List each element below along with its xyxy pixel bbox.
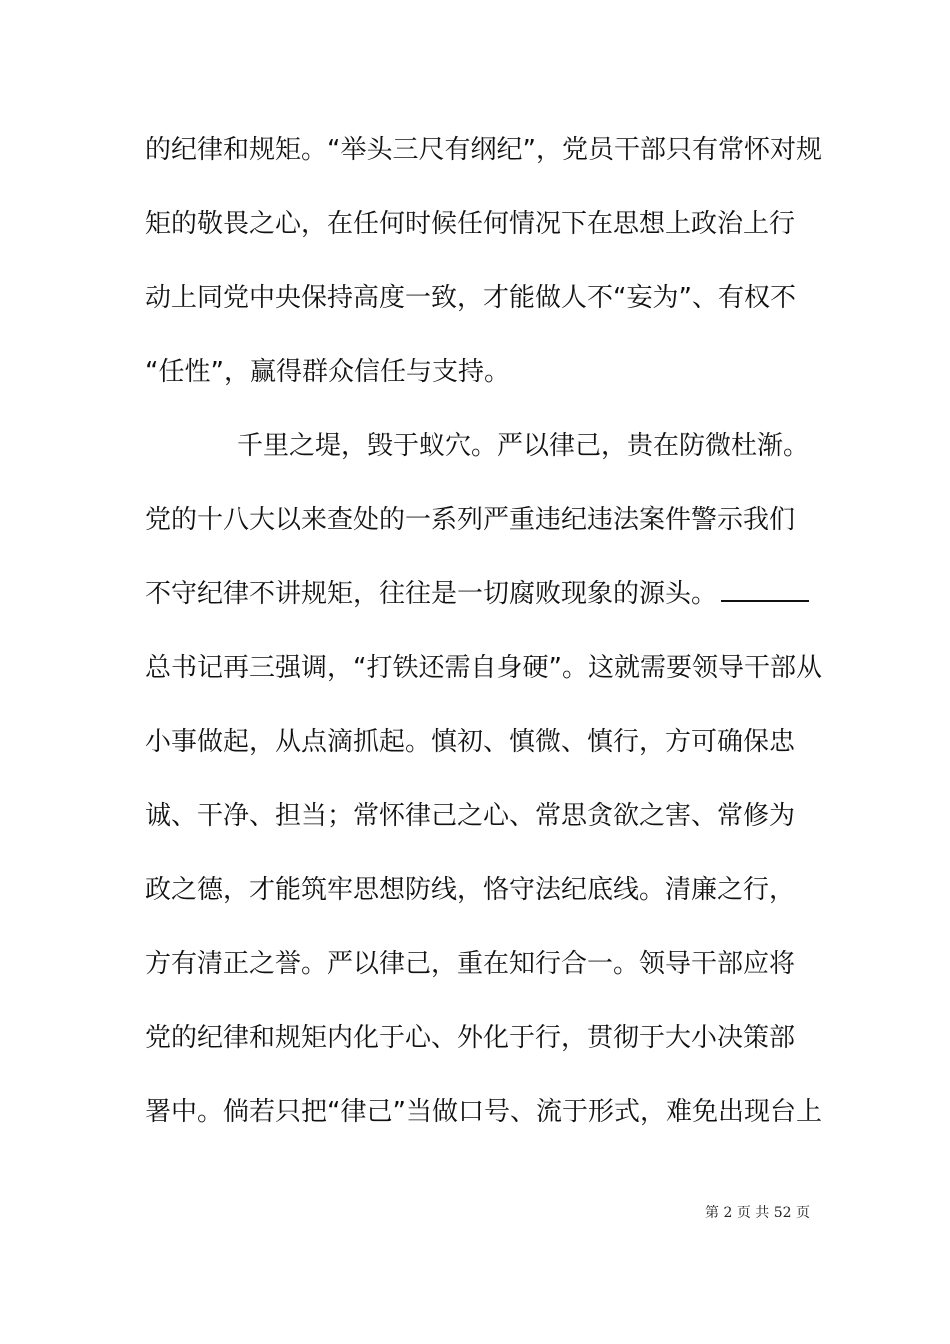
page-number-footer: 第 2 页 共 52 页 — [705, 1205, 810, 1221]
text-line-7-content: 不守纪律不讲规矩，往往是一切腐败现象的源头。 — [145, 579, 718, 609]
text-line-12: 方有清正之誉。严以律己，重在知行合一。领导干部应将 — [145, 949, 796, 979]
text-line-3: 动上同党中央保持高度一致，才能做人不“妄为”、有权不 — [145, 283, 796, 313]
text-line-2: 矩的敬畏之心，在任何时候任何情况下在思想上政治上行 — [145, 209, 796, 239]
text-line-9: 小事做起，从点滴抓起。慎初、慎微、慎行，方可确保忠 — [145, 727, 796, 757]
text-line-4: “任性”，赢得群众信任与支持。 — [145, 357, 510, 387]
text-line-10: 诚、干净、担当；常怀律己之心、常思贪欲之害、常修为 — [145, 801, 796, 831]
text-line-6: 党的十八大以来查处的一系列严重违纪违法案件警示我们 — [145, 505, 796, 535]
text-line-8: 总书记再三强调，“打铁还需自身硬”。这就需要领导干部从 — [145, 653, 822, 683]
text-line-11: 政之德，才能筑牢思想防线，恪守法纪底线。清廉之行， — [145, 875, 796, 905]
paragraph-start-line: 千里之堤，毁于蚁穴。严以律己，贵在防微杜渐。 — [237, 431, 810, 461]
redacted-blank-line — [721, 580, 809, 602]
text-line-7 — [145, 576, 810, 612]
text-line-13: 党的纪律和规矩内化于心、外化于行，贯彻于大小决策部 — [145, 1023, 796, 1053]
text-line-1: 的纪律和规矩。“举头三尺有纲纪”，党员干部只有常怀对规 — [145, 135, 822, 165]
text-line-14: 署中。倘若只把“律己”当做口号、流于形式，难免出现台上 — [145, 1097, 822, 1127]
